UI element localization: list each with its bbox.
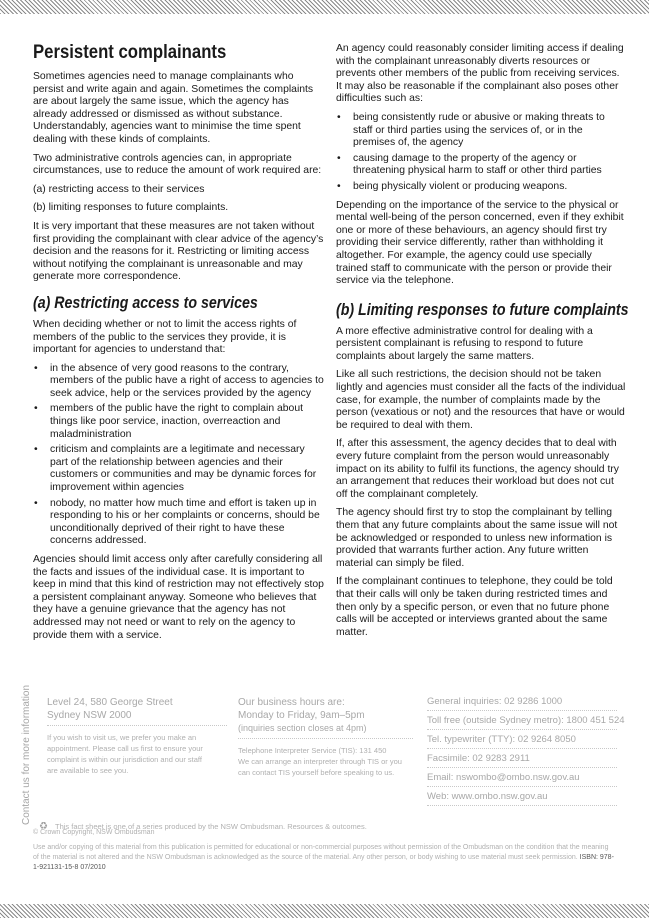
bullet-item: • members of the public have the right to complain about things like poor service, inaction, overreaction and maladministration (33, 403, 325, 441)
difficulties-bullet-list (336, 112, 626, 194)
general-inquiries: General inquiries: 02 9286 1000 (427, 696, 617, 711)
interpreter-line: Telephone Interpreter Service (TIS): 131 450 (238, 746, 387, 755)
copyright: © Crown Copyright, NSW Ombudsman (33, 829, 155, 836)
visit-note-line: If you wish to visit us, we prefer you make an (47, 733, 197, 742)
address-line: Level 24, 580 George Street (47, 697, 173, 708)
section-b-paragraph: If the complainant continues to telephone, they could be told that their calls will only be taken during restricted times and then only by a specific person, or even that no future phone calls will be accepted or interviews granted about the same matter. (336, 576, 613, 638)
footer-notes (33, 828, 616, 873)
top-hatch-band (0, 0, 649, 14)
section-b-paragraph: The agency should first try to stop the complainant by telling them that any future complaints about the same issue will not be acknowledged or responded to unless new information is provided that warrants further action. Any future written material can simply be filed. (336, 507, 618, 569)
bullet-item: • in the absence of very good reasons to the contrary, members of the public have a right of access to agencies to seek advice, help or the services provided by the agency (33, 363, 325, 401)
interpreter-line: can contact TIS yourself before speaking to us. (238, 768, 395, 777)
right-intro: An agency could reasonably consider limiting access if dealing with the complainant unreasonably diverts resources or prevents other members of the public from receiving services. It may also be reasonable if the complainant also poses other difficulties such as: (336, 43, 624, 105)
facsimile: Facsimile: 02 9283 2911 (427, 753, 617, 768)
section-a-bullet-list (33, 363, 325, 548)
section-b-paragraph: A more effective administrative control for dealing with a persistent complainant is refusing to respond to future complaints about largely the same matters. (336, 325, 593, 362)
visit-note-line: appointment. Please call us first to ensure your (47, 744, 203, 753)
control-option: (b) limiting responses to future complaints. (33, 202, 229, 214)
section-a-heading: (a) Restricting access to services (33, 293, 258, 312)
contact-vertical-label: Contact us for more information (21, 684, 32, 825)
bullet-item: • criticism and complaints are a legitimate and necessary part of the relationship between agencies and their customers or communities and may be dynamic forces for improvement within agencies (33, 444, 325, 494)
address-block (47, 696, 227, 776)
section-a-closing: Agencies should limit access only after carefully considering all the facts and issues of the individual case. It is important to keep in mind that this kind of restriction may not effectively stop a persistent complainant anyway. Someone who believes that they have a genuine grievance that the agency has not addressed may not need or want to rely on the agency to provide them with a service. (33, 554, 324, 641)
hours-line: (inquiries section closes at 4pm) (238, 722, 413, 739)
contact-numbers-block (427, 696, 625, 810)
contact-footer (21, 684, 625, 890)
section-b-paragraph: If, after this assessment, the agency decides that to deal with every future complaint from the person would unreasonably impact on its ability to fulfil its functions, the agency should try an arrangement that reduces their workload but does not cut off the complainant completely. (336, 438, 619, 500)
page-title: Persistent complainants (33, 42, 227, 63)
hours-line: Our business hours are: (238, 697, 345, 708)
intro-paragraph: Sometimes agencies need to manage complainants who persist and write again and again. Sometimes the complaints are about largely the same issue, which the agency has already addressed or dismissed as without substance. Understandably, agencies want to minimise the time spent dealing with these kinds of complaints. (33, 71, 314, 145)
interpreter-line: We can arrange an interpreter through TIS or you (238, 757, 402, 766)
intro-paragraph: Two administrative controls agencies can, in appropriate circumstances, use to reduce the amount of work required are: (33, 152, 322, 177)
email-link[interactable]: Email: nswombo@ombo.nsw.gov.au (427, 772, 617, 787)
tty-number: Tel. typewriter (TTY): 02 9264 8050 (427, 734, 617, 749)
hours-line: Monday to Friday, 9am–5pm (238, 710, 365, 721)
section-a-intro: When deciding whether or not to limit the access rights of members of the public to the services they provide, it is important for agencies to understand that: (33, 318, 297, 356)
right-column (336, 38, 629, 645)
address-line: Sydney NSW 2000 (47, 709, 227, 726)
web-link[interactable]: Web: www.ombo.nsw.gov.au (427, 791, 617, 806)
bullet-item: • being consistently rude or abusive or making threats to staff or third parties using the services of, or in the premises of, the agency (336, 112, 626, 150)
control-option: (a) restricting access to their services (33, 183, 205, 195)
bullet-item: • being physically violent or producing weapons. (336, 181, 626, 194)
recycle-icon: ♻ (39, 821, 48, 832)
toll-free: Toll free (outside Sydney metro): 1800 451 524 (427, 715, 617, 730)
isbn: ISBN: 978-1-921131-15-8 07/2010 (33, 854, 614, 871)
bullet-item: • nobody, no matter how much time and effort is taken up in responding to his or her complaints or concerns, should be unconditionally deprived of their right to have these concerns addressed. (33, 498, 325, 548)
bullet-item: • causing damage to the property of the agency or threatening physical harm to staff or other third parties (336, 153, 626, 178)
series-note: This fact sheet is one of a series produced by the NSW Ombudsman. Resources & outcomes. (55, 822, 367, 831)
left-column (33, 38, 325, 648)
permission-note: Use and/or copying of this material from this publication is permitted for educational or non-commercial purposes without permission of the Ombudsman on the condition that the meaning of the material is not altered and the NSW Ombudsman is acknowledged as the source of the material. Any other person, or body wishing to use material must seek permission. (33, 844, 609, 861)
section-b-paragraph: Like all such restrictions, the decision should not be taken lightly and agencies must consider all the facts of the individual case, for example, the number of complaints made by the person (vexatious or not) and the resources that have or would be required to deal with them. (336, 369, 626, 431)
hours-block (238, 696, 413, 778)
intro-paragraph: It is very important that these measures are not taken without first providing the complainant with clear advice of the agency’s decision and the reasons for it. Restricting or limiting access without notifying the complainant is unreasonable and may generate more correspondence. (33, 220, 324, 283)
section-b-heading: (b) Limiting responses to future complaints (336, 300, 629, 319)
bottom-hatch-band (0, 904, 649, 918)
visit-note-line: are available to see you. (47, 766, 129, 775)
right-paragraph: Depending on the importance of the service to the physical or mental well-being of the person concerned, even if they exhibit one or more of these behaviours, an agency should first try providing their service differently, rather than withholding it altogether. For example, the agency could use specially trained staff to communicate with the person or provide their service via the telephone. (336, 199, 624, 287)
visit-note-line: complaint is within our jurisdiction and our staff (47, 755, 202, 764)
